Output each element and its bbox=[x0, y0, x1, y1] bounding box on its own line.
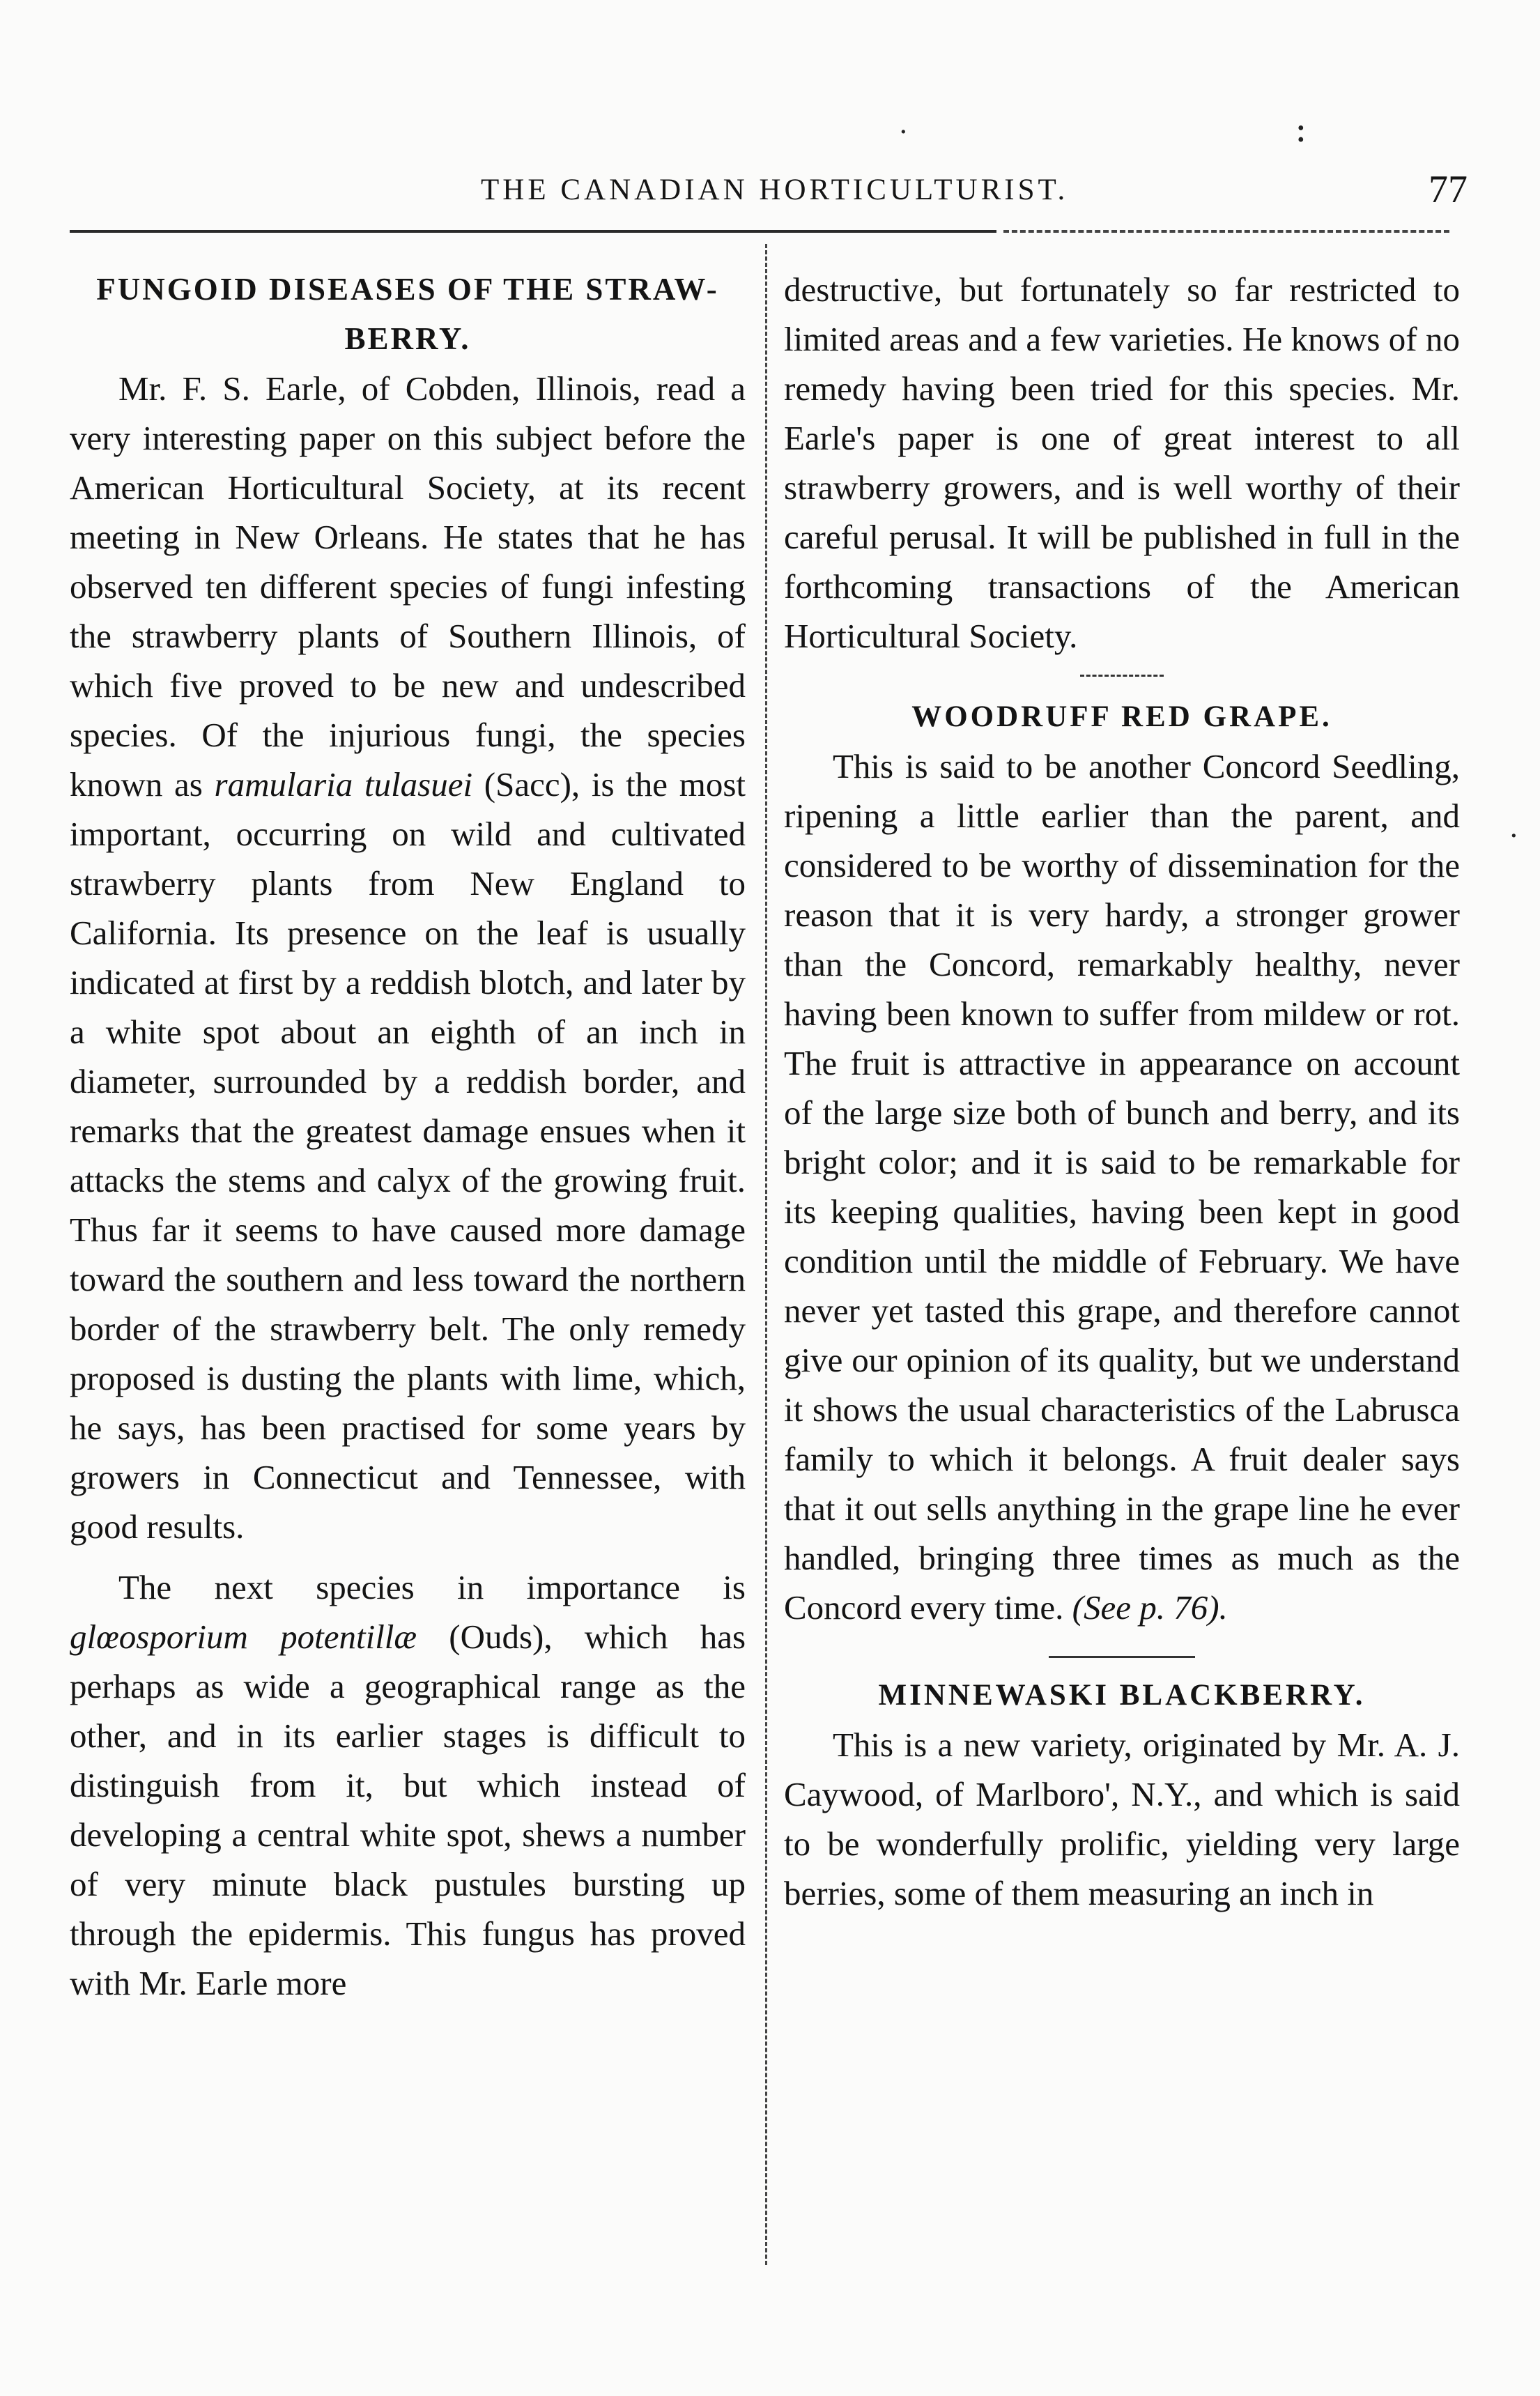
right-column bbox=[784, 265, 1460, 1918]
paragraph-2-text: The next species in importance is bbox=[118, 1568, 746, 1606]
ink-colon-top: : bbox=[1295, 109, 1307, 151]
article-grape-paragraph bbox=[784, 742, 1460, 1632]
header-rule-dashed bbox=[1003, 230, 1449, 233]
article-paragraph-1 bbox=[70, 364, 746, 1551]
running-head-title: THE CANADIAN HORTICULTURIST. bbox=[481, 174, 1069, 206]
header-rule-solid bbox=[70, 230, 996, 233]
paragraph-2-text-cont: (Ouds), which has perhaps as wide a geographical range as the other, and in its earlier stages is difficult to distinguish from it, but which instead of developing a central white spot, shews a number of very minute black pustules bursting up through the epidermis. This fungus has proved with Mr. Earle more bbox=[70, 1618, 746, 2002]
ink-dot-top: · bbox=[899, 116, 908, 148]
column-divider bbox=[765, 244, 767, 2265]
article-title-woodruff-red-grape: WOODRUFF RED GRAPE. bbox=[911, 700, 1332, 733]
page-number: 77 bbox=[1429, 168, 1468, 211]
section-separator-short bbox=[1080, 675, 1164, 677]
ink-dot-side: · bbox=[1509, 820, 1518, 852]
species-name-ramularia: ramularia tulasuei bbox=[214, 765, 473, 804]
article-title-fungoid-diseases: FUNGOID DISEASES OF THE STRAW-BERRY. bbox=[96, 272, 719, 356]
grape-page-reference: (See p. 76). bbox=[1072, 1588, 1228, 1627]
section-separator-line bbox=[1049, 1656, 1195, 1658]
species-name-gloeosporium: glœosporium potentillæ bbox=[70, 1618, 417, 1656]
article-paragraph-2 bbox=[70, 1562, 746, 2008]
paragraph-1-text-cont: (Sacc), is the most important, occurring on wild and cultivated strawberry plants from New England to California. Its presence on the leaf is usually indicated at first by a reddish blotch, and later by a white spot about an eighth of an inch in diameter, surrounded by a reddish border, and remarks that the greatest damage ensues when it attacks the stems and calyx of the growing fruit. Thus far it seems to have caused more damage toward the southern and less toward the northern border of the strawberry belt. The only remedy proposed is dusting the plants with lime, which, he says, has been practised for some years by growers in Connecticut and Tennessee, with good results. bbox=[70, 765, 746, 1546]
grape-paragraph-text: This is said to be another Concord Seedling, ripening a little earlier than the parent, and considered to be worthy of dissemination for the reason that it is very hardy, a stronger grower than the Concord, remarkably healthy, never having been known to suffer from mildew or rot. The fruit is attractive in appearance on account of the large size both of bunch and berry, and its bright color; and it is said to be remarkable for its keeping qualities, having been kept in good condition until the middle of February. We have never yet tasted this grape, and therefore cannot give our opinion of its quality, but we understand it shows the usual characteristics of the Labrusca family to which it belongs. A fruit dealer says that it out sells anything in the grape line he ever handled, bringing three times as much as the Concord every time. bbox=[784, 747, 1460, 1627]
left-column bbox=[70, 265, 746, 2008]
article-continuation: destructive, but fortunately so far restricted to limited areas and a few varieties. He knows of no remedy having been tried for this species. Mr. Earle's paper is one of great interest to all strawberry growers, and is well worthy of their careful perusal. It will be published in full in the forthcoming transactions of the American Horticultural Society. bbox=[784, 270, 1460, 655]
article-blackberry-paragraph: This is a new variety, originated by Mr. A. J. Caywood, of Marlboro', N.Y., and which is said to be wonderfully prolific, yielding very large berries, some of them measuring an inch in bbox=[784, 1726, 1460, 1912]
paragraph-1-text: Mr. F. S. Earle, of Cobden, Illinois, read a very interesting paper on this subject before the American Horticultural Society, at its recent meeting in New Orleans. He states that he has observed ten different species of fungi infesting the strawberry plants of Southern Illinois, of which five proved to be new and undescribed species. Of the injurious fungi, the species known as bbox=[70, 369, 746, 804]
paragraph-gap bbox=[70, 1551, 746, 1562]
article-title-minnewaski-blackberry: MINNEWASKI BLACKBERRY. bbox=[878, 1679, 1366, 1712]
